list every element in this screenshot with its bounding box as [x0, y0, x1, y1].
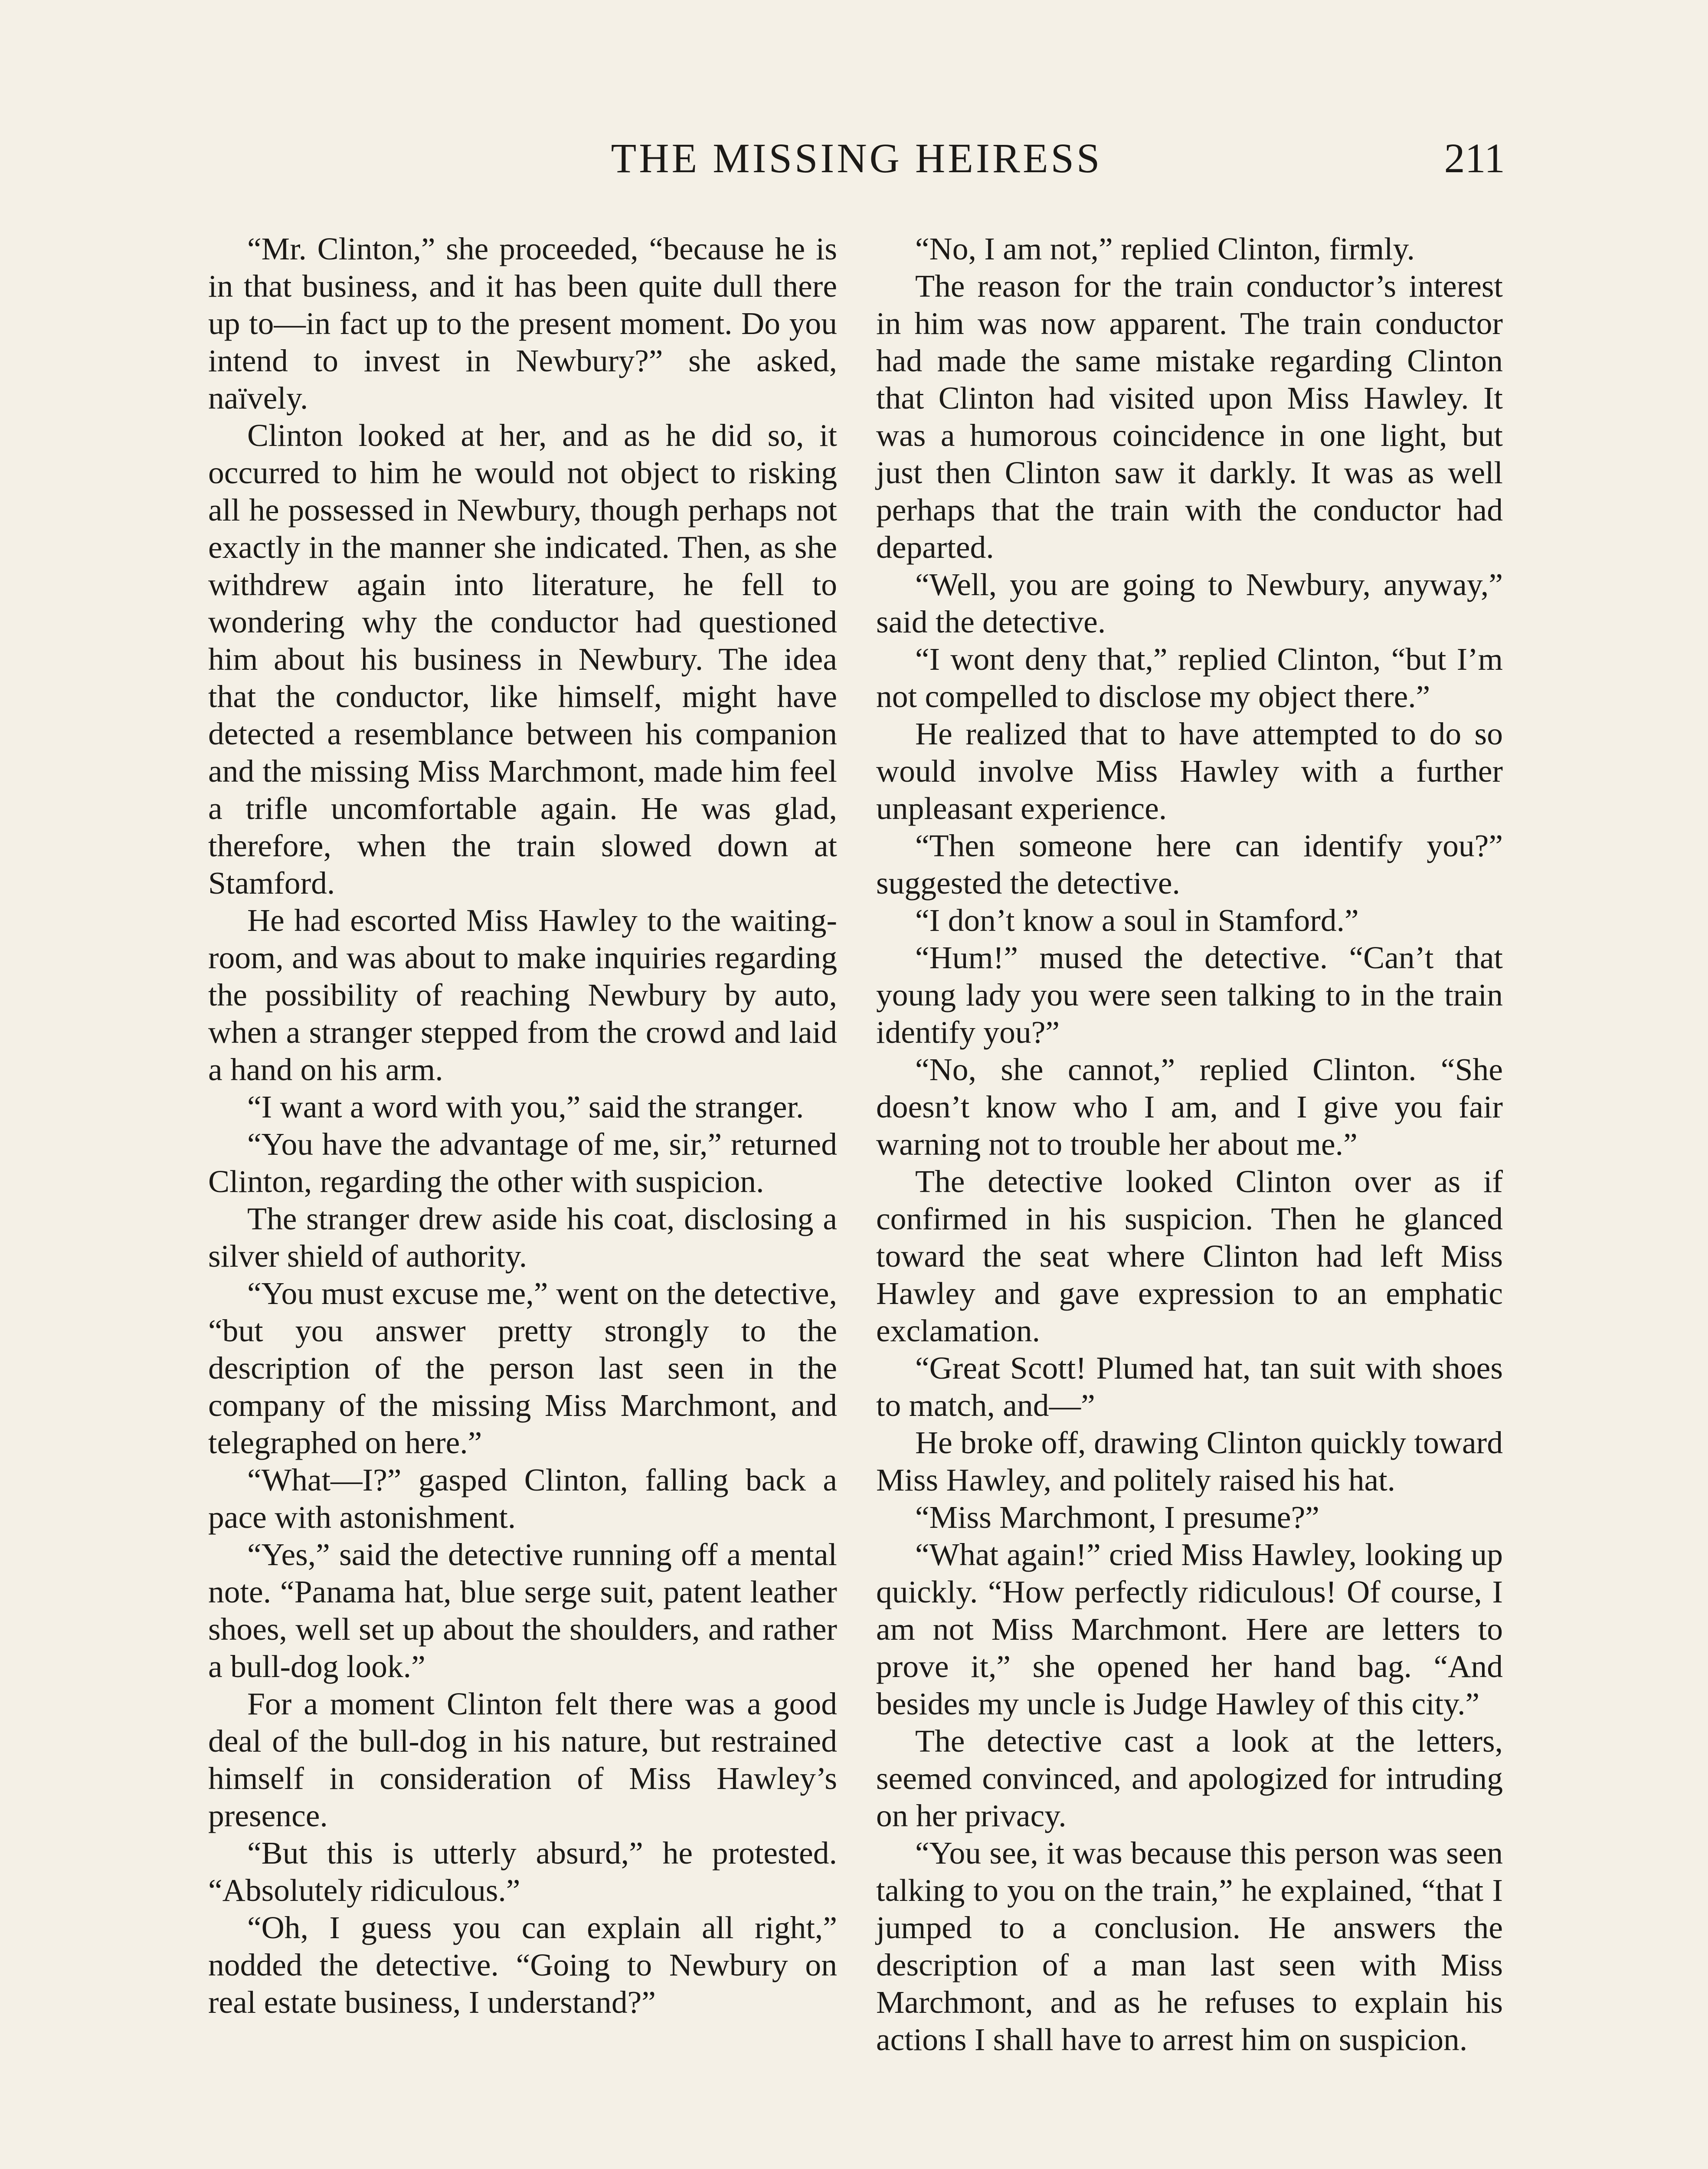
paragraph: “Well, you are going to Newbury, anyway,” said the detective. — [876, 567, 1503, 639]
running-title: THE MISSING HEIRESS — [611, 135, 1103, 181]
paragraph: “You see, it was because this person was seen talking to you on the train,” he explained, “that I jumped to a conclusion. He answers the description of a man last seen with Miss Marchmont, and as he refuses to explain his actions I shall have to arrest him on suspicion. — [876, 1835, 1503, 2057]
paragraph: “No, she cannot,” replied Clinton. “She doesn’t know who I am, and I give you fair warning not to trouble her about me.” — [876, 1052, 1503, 1162]
paragraph: “Hum!” mused the detective. “Can’t that young lady you were seen talking to in the train identify you?” — [876, 940, 1503, 1050]
page-header — [208, 130, 1505, 187]
paragraph: For a moment Clinton felt there was a good deal of the bull-dog in his nature, but restrained himself in consideration of Miss Hawley’s presence. — [208, 1686, 837, 1833]
paragraph: “I wont deny that,” replied Clinton, “but I’m not compelled to disclose my object there.” — [876, 641, 1503, 714]
paragraph: “Great Scott! Plumed hat, tan suit with shoes to match, and—” — [876, 1350, 1503, 1423]
paragraph: “What—I?” gasped Clinton, falling back a pace with astonishment. — [208, 1462, 837, 1535]
paragraph: “What again!” cried Miss Hawley, looking up quickly. “How perfectly ridiculous! Of course, I am not Miss Marchmont. Here are letters to prove it,” she opened her hand bag. “And besides my uncle is Judge Hawley of this city.” — [876, 1537, 1503, 1721]
paragraph: “I don’t know a soul in Stamford.” — [915, 902, 1359, 938]
paragraph: “Then someone here can identify you?” suggested the detective. — [876, 828, 1503, 901]
paragraph: “Yes,” said the detective running off a mental note. “Panama hat, blue serge suit, patent leather shoes, well set up about the shoulders, and rather a bull-dog look.” — [208, 1537, 837, 1684]
paragraph: “Oh, I guess you can explain all right,” nodded the detective. “Going to Newbury on real estate business, I understand?” — [208, 1910, 837, 2020]
paragraph: He had escorted Miss Hawley to the waiting-room, and was about to make inquiries regarding the possibility of reaching Newbury by auto, when a stranger stepped from the crowd and laid a hand on his arm. — [208, 902, 837, 1087]
paragraph: “You have the advantage of me, sir,” returned Clinton, regarding the other with suspicion. — [208, 1126, 837, 1199]
paragraph: “Miss Marchmont, I presume?” — [915, 1499, 1319, 1535]
paragraph: The reason for the train conductor’s interest in him was now apparent. The train conductor had made the same mistake regarding Clinton that Clinton had visited upon Miss Hawley. It was a humorous coincidence in one light, but just then Clinton saw it darkly. It was as well perhaps that the train with the conductor had departed. — [876, 268, 1503, 565]
paragraph: The stranger drew aside his coat, disclosing a silver shield of authority. — [208, 1201, 837, 1274]
paragraph: He realized that to have attempted to do so would involve Miss Hawley with a further unpleasant experience. — [876, 716, 1503, 826]
paragraph: Clinton looked at her, and as he did so, it occurred to him he would not object to risking all he possessed in Newbury, though perhaps not exactly in the manner she indicated. Then, as she withdrew again into literature, he fell to wondering why the conductor had questioned him about his business in Newbury. The idea that the conductor, like himself, might have detected a resemblance between his companion and the missing Miss Marchmont, made him feel a trifle uncomfortable again. He was glad, therefore, when the train slowed down at Stamford. — [208, 417, 837, 901]
paragraph: “You must excuse me,” went on the detective, “but you answer pretty strongly to the description of the person last seen in the company of the missing Miss Marchmont, and telegraphed on here.” — [208, 1275, 837, 1460]
paragraph: The detective cast a look at the letters, seemed convinced, and apologized for intruding on her privacy. — [876, 1723, 1503, 1833]
paragraph: He broke off, drawing Clinton quickly toward Miss Hawley, and politely raised his hat. — [876, 1425, 1503, 1497]
paragraph: “No, I am not,” replied Clinton, firmly. — [915, 231, 1415, 266]
paragraph: “But this is utterly absurd,” he protested. “Absolutely ridiculous.” — [208, 1835, 837, 1908]
paragraph: The detective looked Clinton over as if confirmed in his suspicion. Then he glanced toward the seat where Clinton had left Miss Hawley and gave expression to an emphatic exclamation. — [876, 1163, 1503, 1348]
paragraph: “Mr. Clinton,” she proceeded, “because he is in that business, and it has been quite dull there up to—in fact up to the present moment. Do you intend to invest in Newbury?” she asked, naïvely. — [208, 231, 837, 416]
left-column — [208, 230, 837, 2021]
page-number: 211 — [1444, 135, 1505, 181]
right-column — [876, 230, 1503, 2058]
paragraph: “I want a word with you,” said the stranger. — [247, 1089, 804, 1124]
